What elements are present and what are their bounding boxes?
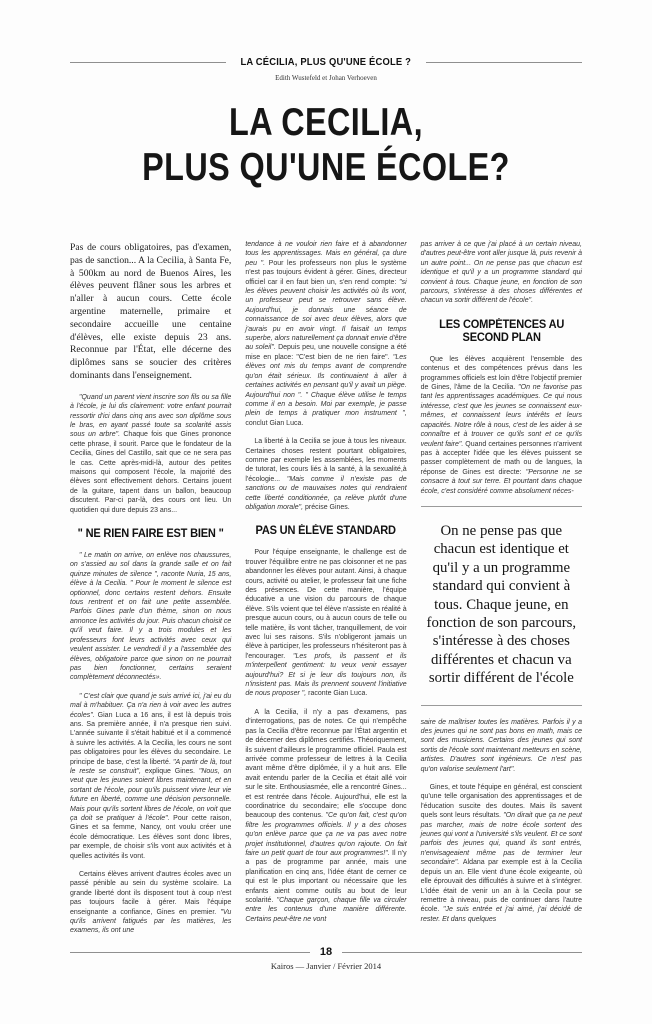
section-heading: " NE RIEN FAIRE EST BIEN " [77,528,224,541]
journal-name: Kairos — Janvier / Février 2014 [270,961,382,971]
body-paragraph: Pour l'équipe enseignante, le challenge est de trouver l'équilibre entre ne pas cloisonner et ne pas abandonner les élèves pour autant. Ainsi, à chaque cours, activité ou atelier, le professeur fait une fiche des présences. De cette manière, l'équipe éducative a une vision du parcours de chaque élève. S'ils voient que tel élève n'assiste en réalité à presque aucun cours, ou à aucun cours de telle ou telle matière, ils vont tâcher, tranquillement, de voir avec lui ses raisons. S'ils n'obligeront jamais un élève à participer, les professeurs n'hésiteront pas à l'encourager. "Les profs, ils passent et ils m'interpellent gentiment: tu veux venir essayer aujourd'hui? Et si je leur dis toujours non, ils n'insistent pas. Mais ils prennent souvent l'initiative de nous proposer ", raconte Gian Luca. [245,549,407,698]
title-line-1: LA CECILIA, [229,101,423,144]
footer-rule-left [70,952,310,953]
body-paragraph: " Le matin on arrive, on enlève nos chaussures, on s'assied au sol dans la grande salle et on fait quinze minutes de silence ", raconte Nuria, 15 ans, élève à la Cecilia. " Pour le moment le silence est optionnel, donc certains restent dehors. Ensuite tous rentrent et on fait une petite assemblée. Parfois Gines parle d'un thème, sinon on nous annonce les activités du jour. Puis chacun choisit ce qu'il veut faire. Il y a trois modules et les professeurs font leurs activités avec ceux qui veulent assister. Le vendredi il y a l'assemblée des élèves, obligatoire parce que sinon on ne pourrait pas bien fonctionner, certains seraient complètement déconnectés». [70,552,232,682]
body-paragraph: "Quand un parent vient inscrire son fils ou sa fille à l'école, je lui dis clairement: votre enfant pourrait ressortir d'ici dans cinq ans avec son diplôme sous le bras, en ayant passé toute sa scolarité assis sous un arbre". Chaque fois que Gines prononce cette phrase, il sourit. Parce que le fondateur de la Cecilia, Gines del Castillo, sait que ce ne sera pas le cas. Cette après-midi-là, autour des petites maisons qui composent l'école, la majorité des élèves sont effectivement dehors. Certains jouent de la guitare, tapent dans un ballon, beaucoup discutent. Par-ci par-là, des cours ont lieu. Un quotidien qui dure depuis 23 ans... [70,393,232,514]
body-paragraph: saire de maîtriser toutes les matières. Parfois il y a des jeunes qui ne sont pas bons en math, mais ce sont des musiciens. Certains des jeunes qui sont sortis de l'école sont maintenant metteurs en scène, artistes. D'autres sont ingénieurs. Ce n'est pas qu'on valorise seulement l'art". [420,718,582,773]
title-line-2: PLUS QU'UNE ÉCOLE? [142,146,510,189]
body-paragraph: A la Cecilia, il n'y a pas d'examens, pas d'interrogations, pas de notes. Ce qui n'empêche pas la Cecilia d'être reconnue par l'État argentin et de décerner des diplômes certifiés. Théoriquement, ils suivent d'ailleurs le programme officiel. Paula est arrivée comme professeur de lettres à la Cecilia avant même d'être diplômée, il y a huit ans. Elle avait entendu parler de la Cecilia et était allé voir sur le site. Enthousiasmée, elle a rencontré Gines... et est rentrée dans l'école. Aujourd'hui, elle est la coordinatrice du secondaire; elle s'occupe donc beaucoup des contenus. "Ce qu'on fait, c'est qu'on filtre les programmes officiels. Il y a des choses qu'on enlève parce que ça ne va pas avec notre projet institutionnel, d'autres qu'on rajoute. On fait faire un petit quart de tour aux programmes!". Il n'y a pas de programme par année, mais une planification en cinq ans, l'idée étant de cerner ce qui est le plus important ou nécessaire que les enfants aient comme outils au bout de leur scolarité. "Chaque garçon, chaque fille va circuler entre les contenus d'une manière différente. Certains peut-être ne vont [245,708,407,923]
kicker-rule-left [70,62,226,63]
body-paragraph: " C'est clair que quand je suis arrivé ici, j'ai eu du mal à m'habituer. Ça n'a rien à voir avec les autres écoles". Gian Luca a 16 ans, il est là depuis trois ans. Sa première année, il n'a presque rien suivi. L'année suivante il s'était habitué et il a commencé à suivre les activités. A la Cecilia, les cours ne sont pas obligatoires pour les élèves du secondaire. Le principe de base, c'est la liberté. "A partir de là, tout le reste se construit", explique Gines. "Nous, on veut que les jeunes soient libres maintenant, et en sortant de l'école, pour qu'ils puissent vivre leur vie future en liberté, comme une décision personnelle. Mais pour qu'ils sortent libres de l'école, on voit que ça doit se pratiquer à l'école". Pour cette raison, Gines et sa femme, Nancy, ont voulu créer une école démocratique. Les élèves sont donc libres, par exemple, de choisir s'ils vont aux activités et à quelles activités ils vont. [70,692,232,860]
body-paragraph: Certains élèves arrivent d'autres écoles avec un passé pénible au sein du système scolaire. La grande liberté dont ils disposent tout à coup n'est pas toujours facile à gérer. Mais l'équipe enseignante a confiance, Gines en premier. "Vu qu'ils arrivent fatigués par les matières, les examens, ils ont une [70,871,232,935]
page-kicker: LA CÉCILIA, PLUS QU'UNE ÉCOLE ? [240,57,412,68]
column-3 [421,240,582,945]
header-kicker-row [70,57,582,68]
pull-quote: On ne pense pas que chacun est identique et qu'il y a un programme standard qui convient à tous. Chaque jeune, en fonction de son parcours, s'intéresse à des choses différentes et chacun va sortir différent de l'école [421,506,582,706]
footer-rule-row [70,946,582,958]
article-title [55,100,596,190]
section-heading: PAS UN ÉLÈVE STANDARD [255,525,397,538]
article-columns [70,240,582,945]
column-2 [245,240,406,945]
body-paragraph: Gines, et toute l'équipe en général, est conscient qu'une telle organisation des apprentissages et de l'éducation suscite des doutes. Mais ils savent quels sont leurs résultats. "On dirait que ça ne peut pas marcher, mais de notre école sortent des jeunes qui vont a l'université s'ils veulent. Et ce sont parfois des jeunes qui, quand ils sont entrés, n'envisageaient même pas de terminer leur secondaire". Aldana par exemple est à la Cecilia depuis un an. Elle vient d'une école exigeante, où elle éprouvait des difficultés à suivre et à s'intégrer. L'idée était de venir un an à la Cecila pour se remettre à niveau, puis de continuer dans l'autre école. "Je suis entrée et j'ai aimé, j'ai décidé de rester. Et dans quelques [420,784,582,923]
section-heading: LES COMPÉTENCES AU SECOND PLAN [438,318,564,344]
footer-rule-right [342,952,582,953]
body-paragraph: pas arriver à ce que j'ai placé à un certain niveau, d'autres peut-être vont aller jusque là, puis revenir à un autre point... On ne pense pas que chacun est identique et qu'il y a un programme standard qui convient à tous. Chaque jeune, en fonction de son parcours, s'intéresse à des choses différentes et chacun va sortir différent de l'école". [420,241,582,305]
lead-paragraph: Pas de cours obligatoires, pas d'examen, pas de sanction... A la Cecilia, à Santa Fe, à 500km au nord de Buenos Aires, les élèves peuvent flâner sous les arbres et n'aller à aucun cours. Cette école argentine maternelle, primaire et secondaire accueille une centaine d'élèves, elle existe depuis 23 ans. Reconnue par l'État, elle décerne des diplômes sans se soucier des critères dominants dans l'enseignement. [70,242,232,381]
body-paragraph: La liberté à la Cecilia se joue à tous les niveaux. Certaines choses restent pourtant obligatoires, comme par exemple les assemblées, les moments de tutorat, les cours liés à la santé, à la sexualité,à l'écologie... "Mais comme il n'existe pas de sanctions ou de mauvaises notes qui rendraient cette liberté conditionnée, ça relève plutôt d'une obligation morale", précise Gines. [245,438,407,511]
byline: Edith Wustefeld et Johan Verhoeven [275,74,377,82]
kicker-rule-right [426,62,582,63]
body-paragraph: Que les élèves acquièrent l'ensemble des contenus et des compétences prévus dans les programmes officiels est loin d'être l'objectif premier de Gines, l'âme de la Cecilia. "On ne favorise pas tant les apprentissages académiques. Ce qui nous intéresse, c'est que les jeunes se connaissent eux-mêmes, et connaissent leurs intérêts et leurs capacités. Notre rôle à nous, c'est de les aider à se connaître et à trouver ce qu'ils sont et ce qu'ils veulent faire". Quand certaines personnes n'arrivent pas à accepter l'idée que les élèves puissent se passer complètement de math ou de langues, la réponse de Gines est directe: "Personne ne se consacre à tout sur terre. Et pourtant dans chaque école, c'est considéré comme absolument néces- [420,355,582,495]
page-number: 18 [319,946,333,958]
body-paragraph: tendance à ne vouloir rien faire et à abandonner tous les apprentissages. Mais en général, ça dure peu ". Pour les professeurs non plus le système n'est pas toujours évident à gérer. Gines, directeur officiel car il en faut bien un, s'en rend compte: "si les élèves peuvent choisir les activités où ils vont, un professeur peut se retrouver sans élève. Aujourd'hui, je donnais une séance de connaissance de soi avec deux élèves, alors que j'aurais pu en avoir vingt. Il faisait un temps superbe, alors naturellement ça donnait envie d'être au soleil". Depuis peu, une nouvelle consigne a été mise en place: "C'est bien de ne rien faire". "Les élèves ont mis du temps avant de comprendre qu'on était sérieux. Ils continuaient à aller à certaines activités en pensant qu'il y avait un piège. Aujourd'hui non ". " Chaque élève utilise le temps comme il en a besoin. Moi par exemple, je passe plein de temps à pratiquer mon instrument ", conclut Gian Luca. [245,241,407,427]
column-1 [70,240,231,945]
